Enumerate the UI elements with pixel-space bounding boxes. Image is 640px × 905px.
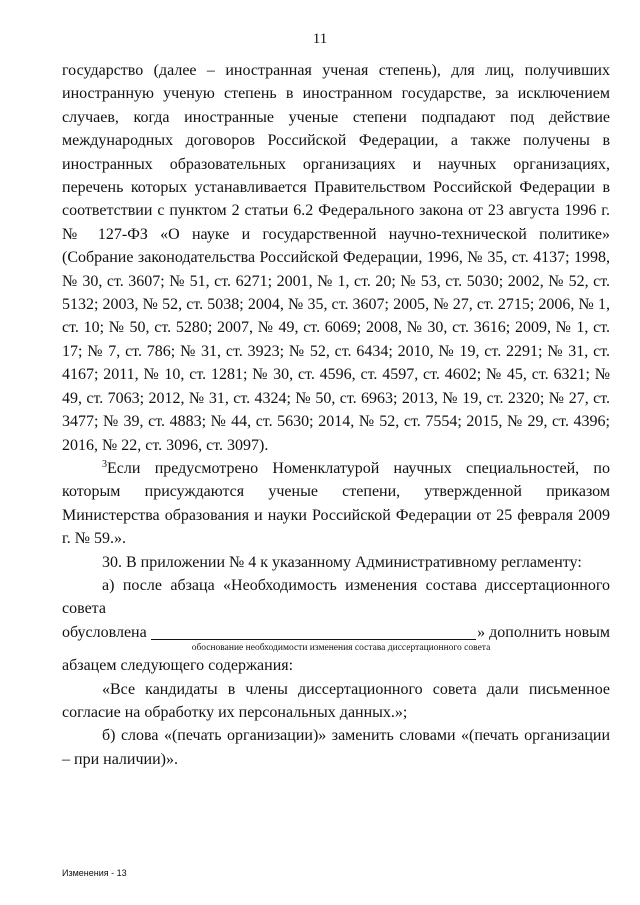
fill-in-caption: обоснование необходимости изменения состава диссертационного совета (191, 643, 491, 654)
item-30-paragraph: 30. В приложении № 4 к указанному Административному регламенту: (102, 553, 582, 571)
footnote-paragraph (62, 457, 610, 551)
footer-revision-note: Изменения - 13 (62, 868, 127, 878)
footnote-marker: 3 (102, 458, 107, 470)
footnote-text: Если предусмотрено Номенклатурой научных специальностей, по которым присуждаются ученые степени, утвержденной приказом Министерства образования и науки Российской Федерации от 25 февраля 2009 г. № 59.». (62, 459, 610, 548)
fill-in-right-text: » дополнить новым (477, 623, 610, 641)
item-a-first-line: а) после абзаца «Необходимость изменения состава диссертационного совета (62, 576, 610, 618)
page-number: 11 (312, 31, 328, 47)
document-body (62, 59, 610, 771)
fill-in-row (62, 621, 610, 644)
fill-in-left-text: обусловлена (62, 623, 147, 641)
continuation-paragraph: государство (далее – иностранная ученая степень), для лиц, получивших иностранную ученую степень в иностранном государстве, за исключением случаев, когда иностранные ученые степени подпадают под действие международных договоров Российской Федерации, а также получены в иностранных образовательных организациях и научных организациях, перечень которых устанавливается Правительством Российской Федерации в соответствии с пунктом 2 статьи 6.2 Федерального закона от 23 августа 1996 г. № 127-ФЗ «О науке и государственной научно-технической политике» (Собрание законодательства Российской Федерации, 1996, № 35, ст. 4137; 1998, № 30, ст. 3607; № 51, ст. 6271; 2001, № 1, ст. 20; № 53, ст. 5030; 2002, № 52, ст. 5132; 2003, № 52, ст. 5038; 2004, № 35, ст. 3607; 2005, № 27, ст. 2715; 2006, № 1, ст. 10; № 50, ст. 5280; 2007, № 49, ст. 6069; 2008, № 30, ст. 3616; 2009, № 1, ст. 17; № 7, ст. 786; № 31, ст. 3923; № 52, ст. 6434; 2010, № 19, ст. 2291; № 31, ст. 4167; 2011, № 10, ст. 1281; № 30, ст. 4596, ст. 4597, ст. 4602; № 45, ст. 6321; № 49, ст. 7063; 2012, № 31, ст. 4324; № 50, ст. 6963; 2013, № 19, ст. 2320; № 27, ст. 3477; № 39, ст. 4883; № 44, ст. 5630; 2014, № 52, ст. 7554; 2015, № 29, ст. 4396; 2016, № 22, ст. 3096, ст. 3097). (62, 62, 610, 454)
new-paragraph-quote: «Все кандидаты в члены диссертационного совета дали письменное согласие на обработку их персональных данных.»; (62, 680, 610, 721)
fill-in-blank-line (151, 639, 476, 640)
item-a-last-line: абзацем следующего содержания: (62, 657, 294, 675)
item-b-paragraph: б) слова «(печать организации)» заменить словами «(печать организации – при наличии)». (62, 727, 610, 768)
